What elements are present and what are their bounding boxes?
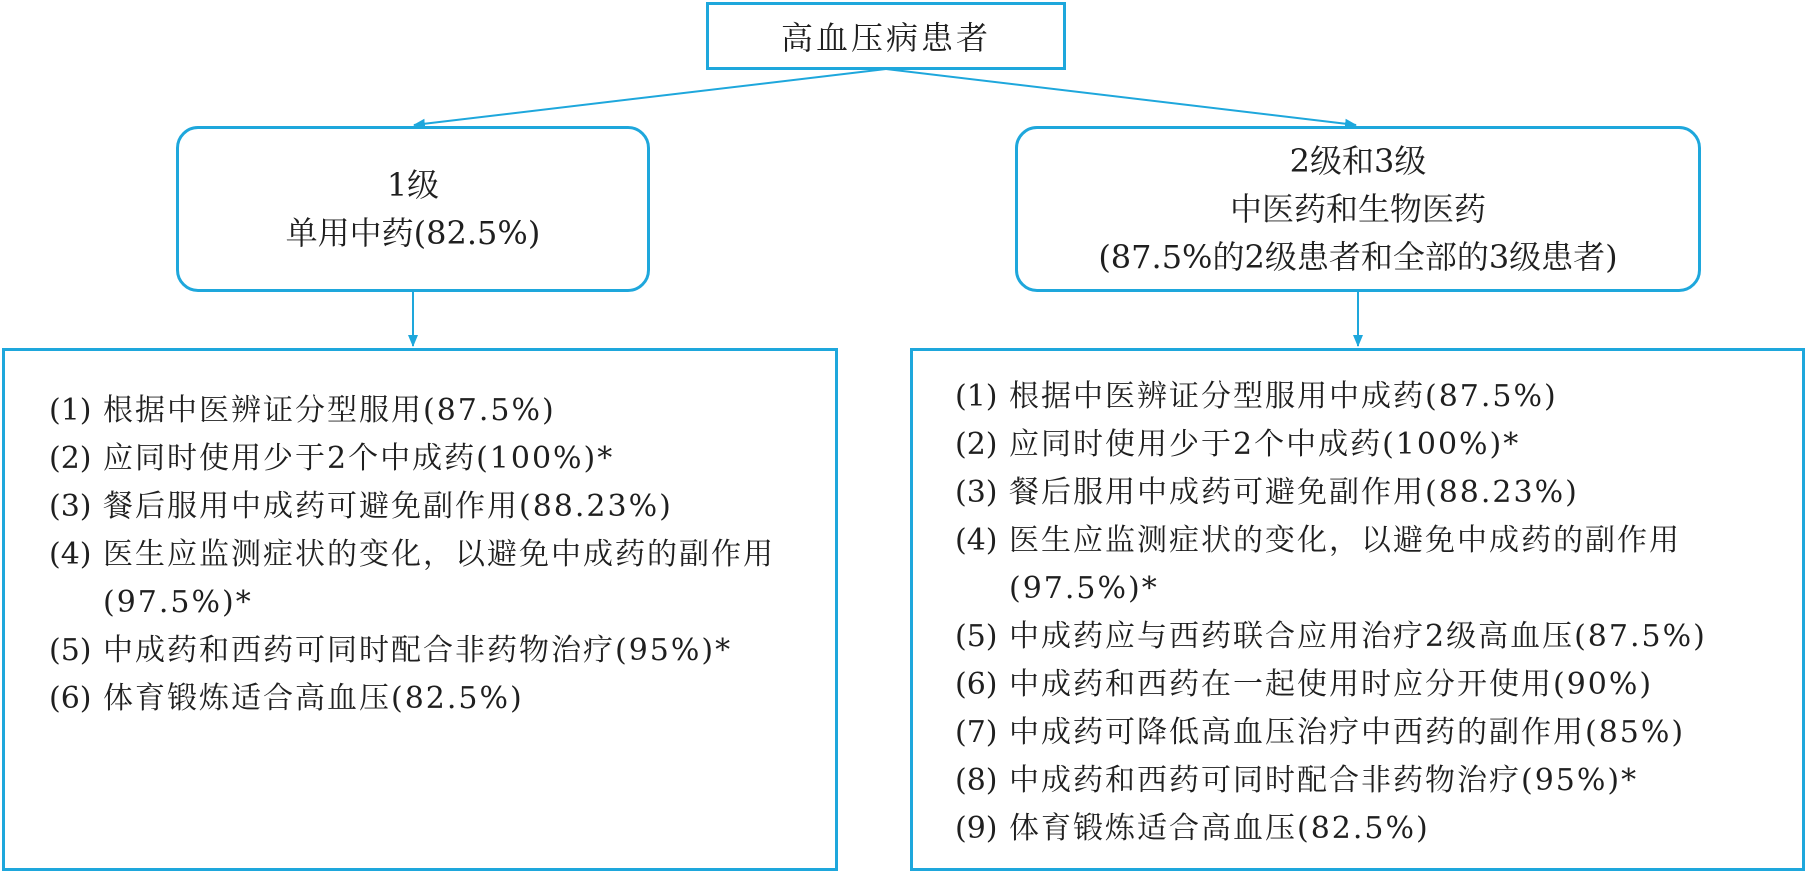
root-node [706,2,1066,70]
recommendation-text: 中成药和西药在一起使用时应分开使用(90%) [1009,667,1654,702]
root-to-left-arrow [414,69,886,125]
recommendation-number: (5) [955,619,998,654]
recommendation-item [49,483,799,531]
recommendation-text: 体育锻炼适合高血压(82.5%) [103,681,524,716]
grade-2-3-note: (87.5%的2级患者和全部的3级患者) [1098,238,1618,276]
recommendation-number: (4) [49,537,92,572]
recommendation-text: 餐后服用中成药可避免副作用(88.23%) [1009,475,1579,510]
recommendation-text: 餐后服用中成药可避免副作用(88.23%) [103,489,673,524]
recommendation-number: (5) [49,633,92,668]
recommendation-item [955,709,1775,757]
root-to-right-arrow [886,69,1356,125]
recommendation-item [955,373,1775,421]
recommendation-number: (8) [955,763,998,798]
recommendation-number: (1) [955,379,998,414]
grade-2-3-recommendation-list [955,373,1775,853]
recommendation-item [49,675,799,723]
recommendation-number: (3) [49,489,92,524]
recommendation-number: (7) [955,715,998,750]
grade-1-title: 1级 [386,166,440,204]
grade-2-3-node [1015,126,1701,292]
recommendation-item [955,613,1775,661]
recommendation-item [955,421,1775,469]
recommendation-text: 中成药可降低高血压治疗中西药的副作用(85%) [1009,715,1686,750]
recommendation-number: (2) [955,427,998,462]
grade-2-3-treatment: 中医药和生物医药 [1229,190,1486,228]
recommendation-text: 应同时使用少于2个中成药(100%)* [1009,427,1521,462]
grade-1-recommendations-box [2,348,838,871]
recommendation-text: 中成药和西药可同时配合非药物治疗(95%)* [103,633,733,668]
recommendation-text: 中成药应与西药联合应用治疗2级高血压(87.5%) [1009,619,1707,654]
recommendation-item [955,517,1775,613]
root-label: 高血压病患者 [780,19,991,57]
recommendation-item [955,469,1775,517]
recommendation-item [49,387,799,435]
recommendation-number: (6) [49,681,92,716]
recommendation-number: (9) [955,811,998,846]
grade-1-recommendation-list [49,387,799,723]
grade-1-treatment: 单用中药(82.5%) [285,214,541,252]
recommendation-number: (4) [955,523,998,558]
grade-2-3-recommendations-box [910,348,1805,871]
recommendation-text: 中成药和西药可同时配合非药物治疗(95%)* [1009,763,1639,798]
recommendation-text: 根据中医辨证分型服用中成药(87.5%) [1009,379,1558,414]
recommendation-text: 应同时使用少于2个中成药(100%)* [103,441,615,476]
recommendation-item [49,435,799,483]
recommendation-number: (3) [955,475,998,510]
recommendation-item [49,531,799,627]
recommendation-item [955,661,1775,709]
grade-1-node [176,126,650,292]
recommendation-text: 医生应监测症状的变化，以避免中成药的副作用(97.5%)* [1009,523,1681,606]
recommendation-number: (6) [955,667,998,702]
recommendation-item [955,805,1775,853]
recommendation-text: 医生应监测症状的变化，以避免中成药的副作用(97.5%)* [103,537,775,620]
recommendation-number: (2) [49,441,92,476]
recommendation-text: 根据中医辨证分型服用(87.5%) [103,393,556,428]
recommendation-text: 体育锻炼适合高血压(82.5%) [1009,811,1430,846]
recommendation-item [955,757,1775,805]
recommendation-item [49,627,799,675]
grade-2-3-title: 2级和3级 [1289,142,1427,180]
recommendation-number: (1) [49,393,92,428]
